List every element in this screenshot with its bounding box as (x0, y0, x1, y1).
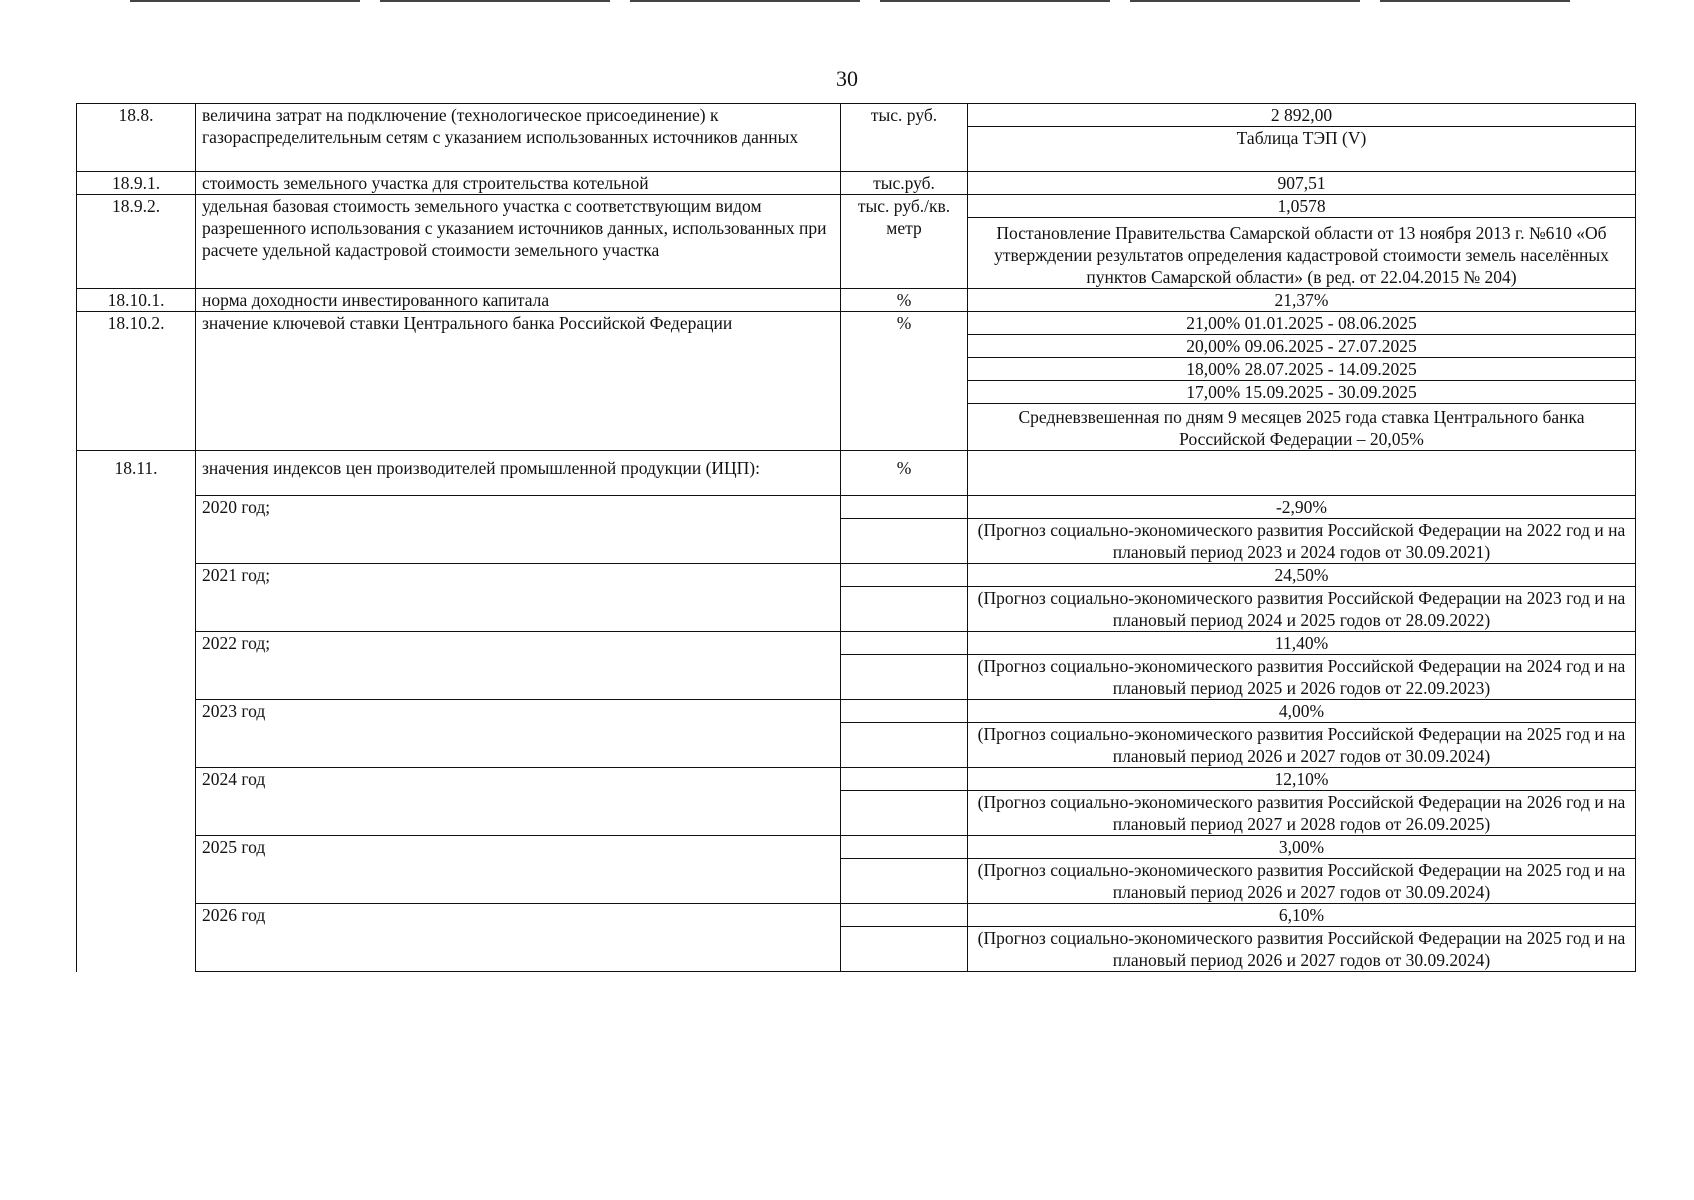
row-values (968, 104, 1636, 172)
table-row (77, 564, 1636, 632)
row-unit: тыс. руб. (841, 104, 968, 172)
value-line: 1,0578 (968, 195, 1635, 218)
year-unit-cell (841, 632, 968, 700)
row-values (968, 289, 1636, 312)
row-number: 18.9.2. (77, 195, 196, 289)
table-row (77, 700, 1636, 768)
table-row (77, 195, 1636, 289)
row-values (968, 312, 1636, 451)
value-line: 20,00% 09.06.2025 - 27.07.2025 (968, 335, 1635, 358)
row-values (968, 172, 1636, 195)
year-values (968, 836, 1636, 904)
year-unit-cell (841, 496, 968, 564)
table-row (77, 104, 1636, 172)
year-value: 6,10% (968, 904, 1635, 927)
table-row (77, 289, 1636, 312)
row-number: 18.9.1. (77, 172, 196, 195)
year-label: 2022 год; (196, 632, 841, 700)
value-source: Средневзвешенная по дням 9 месяцев 2025 года ставка Центрального банка Российской Федерации – 20,05% (1018, 407, 1585, 449)
year-unit-cell (841, 564, 968, 632)
year-value: -2,90% (968, 496, 1635, 519)
row-description: стоимость земельного участка для строительства котельной (196, 172, 841, 195)
row-unit: тыс.руб. (841, 172, 968, 195)
value-source: Постановление Правительства Самарской области от 13 ноября 2013 г. №610 «Об утверждении результатов определения кадастровой стоимости земель населённых пунктов Самарской области» (в ред. от 22.04.2015 № 204) (994, 223, 1609, 287)
table-row (77, 312, 1636, 451)
year-unit-cell (841, 768, 968, 836)
scan-top-edge (130, 0, 1570, 2)
year-label: 2025 год (196, 836, 841, 904)
row-number: 18.10.2. (77, 312, 196, 451)
table-row (77, 451, 1636, 496)
row-values (968, 451, 1636, 496)
row-description: значения индексов цен производителей промышленной продукции (ИЦП): (196, 451, 841, 496)
year-label: 2021 год; (196, 564, 841, 632)
year-values (968, 496, 1636, 564)
year-value: 12,10% (968, 768, 1635, 791)
row-unit: % (841, 312, 968, 451)
table-row (77, 904, 1636, 972)
year-label: 2024 год (196, 768, 841, 836)
value-line: 907,51 (1277, 173, 1326, 193)
year-source: (Прогноз социально-экономического развития Российской Федерации на 2025 год и на плановый период 2026 и 2027 годов от 30.09.2024) (977, 724, 1626, 766)
table-row (77, 768, 1636, 836)
year-source: (Прогноз социально-экономического развития Российской Федерации на 2026 год и на плановый период 2027 и 2028 годов от 26.09.2025) (977, 792, 1626, 834)
row-unit: % (841, 289, 968, 312)
table-row (77, 632, 1636, 700)
row-description: величина затрат на подключение (технологическое присоединение) к газораспределительным сетям с указанием использованных источников данных (196, 104, 841, 172)
row-number: 18.8. (77, 104, 196, 172)
row-number: 18.11. (77, 451, 196, 972)
year-values (968, 632, 1636, 700)
year-source: (Прогноз социально-экономического развития Российской Федерации на 2022 год и на плановый период 2023 и 2024 годов от 30.09.2021) (977, 520, 1626, 562)
row-unit: тыс. руб./кв. метр (841, 195, 968, 289)
year-values (968, 700, 1636, 768)
year-label: 2023 год (196, 700, 841, 768)
value-line: 17,00% 15.09.2025 - 30.09.2025 (968, 381, 1635, 404)
year-source: (Прогноз социально-экономического развития Российской Федерации на 2025 год и на плановый период 2026 и 2027 годов от 30.09.2024) (977, 860, 1626, 902)
year-label: 2026 год (196, 904, 841, 972)
row-number: 18.10.1. (77, 289, 196, 312)
parameters-table (76, 103, 1636, 972)
year-source: (Прогноз социально-экономического развития Российской Федерации на 2024 год и на плановый период 2025 и 2026 годов от 22.09.2023) (977, 656, 1626, 698)
value-line: 21,00% 01.01.2025 - 08.06.2025 (968, 312, 1635, 335)
value-line: 18,00% 28.07.2025 - 14.09.2025 (968, 358, 1635, 381)
year-value: 24,50% (968, 564, 1635, 587)
year-unit-cell (841, 700, 968, 768)
year-value: 11,40% (968, 632, 1635, 655)
year-unit-cell (841, 904, 968, 972)
year-value: 3,00% (968, 836, 1635, 859)
row-unit: % (841, 451, 968, 496)
value-source: Таблица ТЭП (V) (1236, 128, 1367, 148)
year-values (968, 564, 1636, 632)
year-label: 2020 год; (196, 496, 841, 564)
year-source: (Прогноз социально-экономического развития Российской Федерации на 2025 год и на плановый период 2026 и 2027 годов от 30.09.2024) (977, 928, 1626, 970)
row-description: значение ключевой ставки Центрального банка Российской Федерации (196, 312, 841, 451)
value-line: 2 892,00 (968, 104, 1635, 127)
year-values (968, 904, 1636, 972)
table-row (77, 172, 1636, 195)
table-row (77, 496, 1636, 564)
year-unit-cell (841, 836, 968, 904)
table-row (77, 836, 1636, 904)
year-values (968, 768, 1636, 836)
year-source: (Прогноз социально-экономического развития Российской Федерации на 2023 год и на плановый период 2024 и 2025 годов от 28.09.2022) (977, 588, 1626, 630)
value-line: 21,37% (1274, 290, 1329, 310)
row-description: норма доходности инвестированного капитала (196, 289, 841, 312)
page-number: 30 (836, 66, 858, 91)
year-value: 4,00% (968, 700, 1635, 723)
row-values (968, 195, 1636, 289)
row-description: удельная базовая стоимость земельного участка с соответствующим видом разрешенного использования с указанием источников данных, использованных при расчете удельной кадастровой стоимости земельного участка (196, 195, 841, 289)
